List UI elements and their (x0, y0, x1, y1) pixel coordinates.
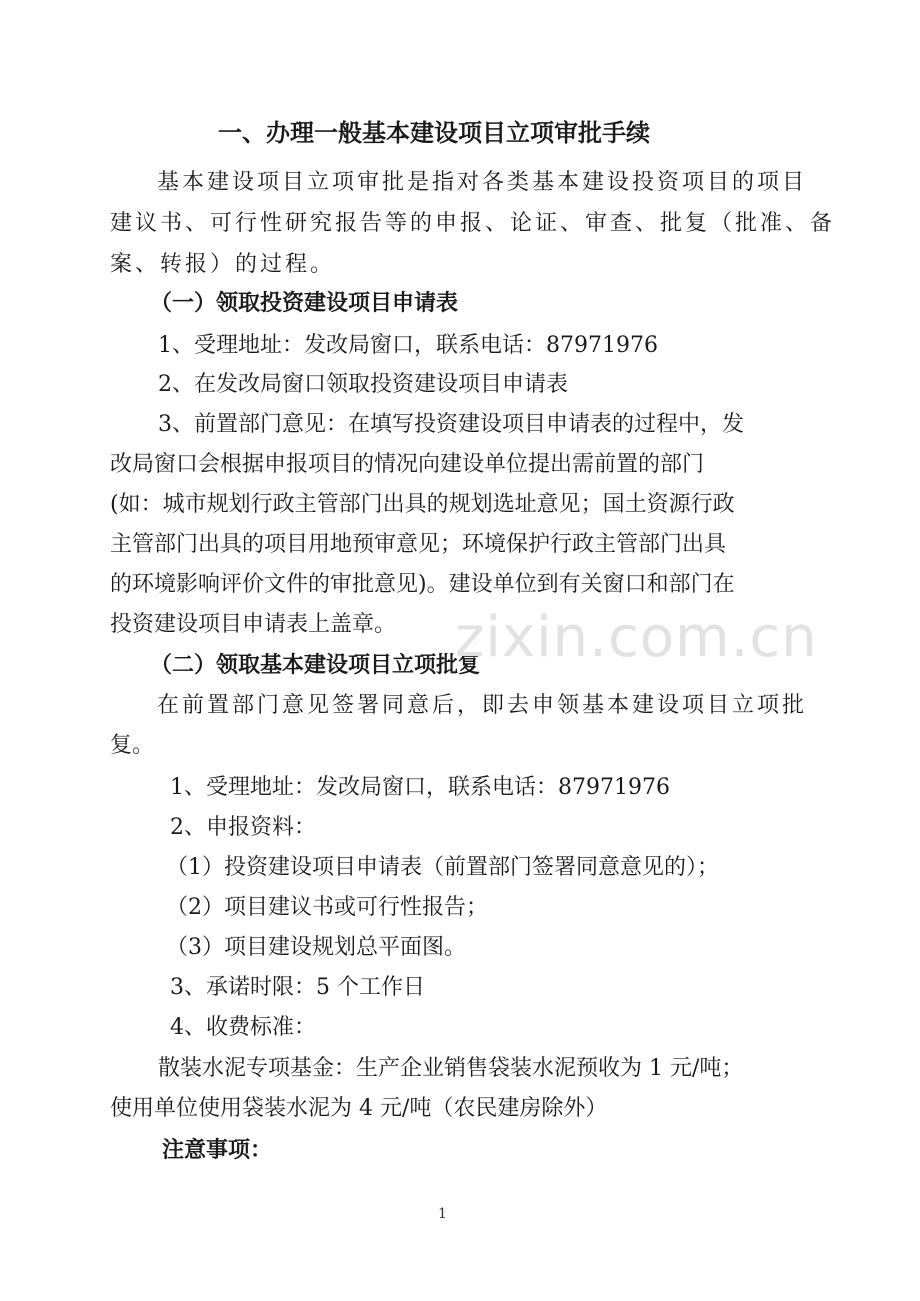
intro-line-1: 基本建设项目立项审批是指对各类基本建设投资项目的项目 (157, 170, 808, 195)
section-1-item-3-line-5: 的环境影响评价文件的审批意见)。建设单位到有关窗口和部门在 (110, 572, 735, 597)
section-2-item-1: 1、受理地址：发改局窗口，联系电话：87971976 (170, 775, 670, 800)
section-2-heading: （二）领取基本建设项目立项批复 (150, 653, 481, 678)
material-3: （3）项目建设规划总平面图。 (166, 935, 466, 960)
section-2-item-4: 4、收费标准： (170, 1015, 316, 1040)
document-title: 一、办理一般基本建设项目立项审批手续 (218, 119, 650, 147)
section-1-item-1: 1、受理地址：发改局窗口，联系电话：87971976 (158, 333, 658, 358)
page-number: 1 (438, 1206, 447, 1222)
watermark: zixin.com.cn (455, 605, 818, 670)
section-1-item-3-line-6: 投资建设项目申请表上盖章。 (110, 612, 397, 637)
section-2-intro-line-2: 复。 (110, 733, 155, 758)
section-1-item-3-line-2: 改局窗口会根据申报项目的情况向建设单位提出需前置的部门 (110, 452, 705, 477)
section-1-item-3-line-3: (如：城市规划行政主管部门出具的规划选址意见；国土资源行政 (110, 492, 735, 517)
material-1: （1）投资建设项目申请表（前置部门签署同意意见的）； (166, 855, 719, 880)
section-1-item-3-line-1: 3、前置部门意见：在填写投资建设项目申请表的过程中，发 (158, 412, 744, 437)
section-2-intro-line-1: 在前置部门意见签署同意后，即去申领基本建设项目立项批 (157, 693, 808, 718)
section-1-item-2: 2、在发改局窗口领取投资建设项目申请表 (158, 372, 568, 397)
intro-line-3: 案、转报）的过程。 (110, 252, 336, 277)
notes-heading: 注意事项： (162, 1138, 273, 1163)
section-2-item-3: 3、承诺时限：5 个工作日 (170, 975, 425, 1000)
section-1-item-3-line-4: 主管部门出具的项目用地预审意见；环境保护行政主管部门出具 (110, 532, 727, 557)
intro-line-2: 建议书、可行性研究报告等的申报、论证、审查、批复（批准、备 (110, 211, 836, 236)
section-2-item-2: 2、申报资料： (170, 815, 316, 840)
fee-line-2: 使用单位使用袋装水泥为 4 元/吨（农民建房除外） (110, 1096, 608, 1121)
section-1-heading: （一）领取投资建设项目申请表 (150, 291, 459, 316)
material-2: （2）项目建议书或可行性报告； (166, 895, 488, 920)
fee-line-1: 散装水泥专项基金：生产企业销售袋装水泥预收为 1 元/吨； (158, 1056, 744, 1081)
